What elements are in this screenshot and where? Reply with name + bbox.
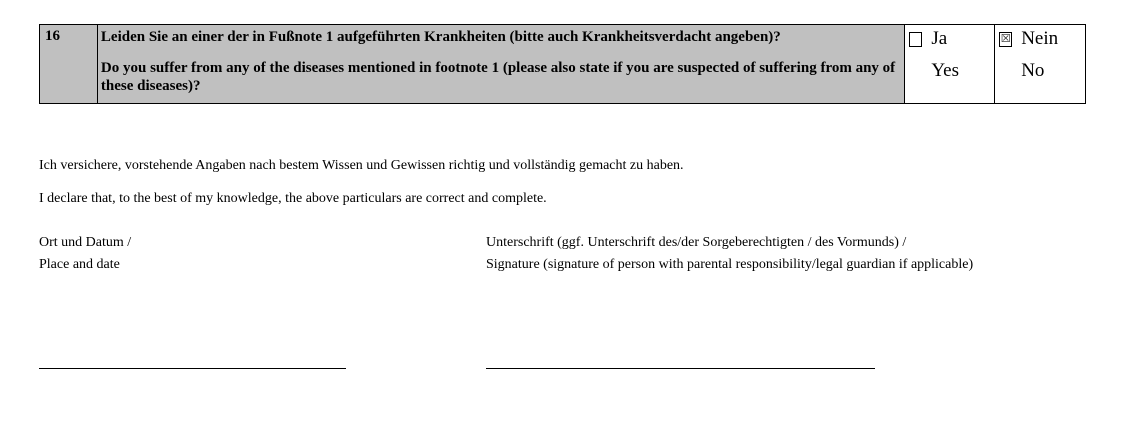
question-16-row: [39, 24, 1086, 104]
place-date-label: [39, 232, 131, 276]
no-checkbox[interactable]: ☒: [1000, 32, 1011, 45]
question-text: [98, 25, 904, 103]
signature-field[interactable]: [486, 368, 875, 369]
place-date-label-german: Ort und Datum /: [39, 235, 132, 250]
question-number: 16: [40, 25, 98, 103]
question-text-german: Leiden Sie an einer der in Fußnote 1 aufgeführten Krankheiten (bitte auch Krankheitsverdacht angeben)?: [100, 29, 781, 45]
yes-label-english: Yes: [931, 60, 960, 81]
no-label-german: Nein: [1021, 28, 1059, 49]
yes-label-german: Ja: [931, 28, 948, 49]
answer-no-cell[interactable]: [994, 25, 1085, 103]
place-date-field[interactable]: [39, 368, 346, 369]
place-date-label-english: Place and date: [39, 257, 120, 272]
question-text-english: Do you suffer from any of the diseases mentioned in footnote 1 (please also state if you are suspected of suffering from any of these diseases)?: [100, 60, 896, 94]
signature-label-german: Unterschrift (ggf. Unterschrift des/der Sorgeberechtigten / des Vormunds) /: [486, 235, 907, 250]
yes-checkbox[interactable]: [909, 32, 922, 47]
no-label-english: No: [1021, 60, 1045, 81]
signature-label: [486, 232, 973, 276]
signature-label-english: Signature (signature of person with parental responsibility/legal guardian if applicable): [486, 257, 974, 272]
declaration-english: I declare that, to the best of my knowledge, the above particulars are correct and complete.: [39, 191, 547, 206]
answer-yes-cell[interactable]: [904, 25, 994, 103]
declaration-german: Ich versichere, vorstehende Angaben nach bestem Wissen und Gewissen richtig und vollständig gemacht zu haben.: [39, 158, 684, 173]
